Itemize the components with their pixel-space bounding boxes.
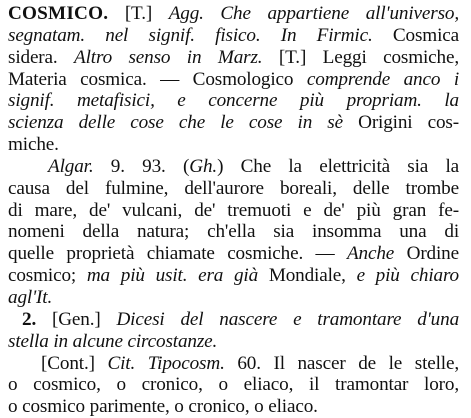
text-run: o cosmico parimente, o cronico, o eliaco. bbox=[8, 396, 318, 418]
text-line bbox=[8, 243, 459, 265]
text-run: [T.] Leggi cosmiche, bbox=[262, 46, 459, 68]
italic-text: scienza delle cose che le cose in sè bbox=[8, 112, 343, 134]
dictionary-entry-cosmico bbox=[8, 3, 459, 418]
text-line bbox=[8, 265, 459, 287]
text-run: [Gen.] bbox=[36, 308, 117, 330]
sense-number: 2. bbox=[22, 308, 37, 330]
italic-text: ma più usit. era già bbox=[86, 265, 259, 287]
text-line bbox=[8, 90, 459, 112]
text-run: Materia cosmica. — Cosmologico bbox=[8, 68, 307, 90]
text-line bbox=[8, 331, 459, 353]
text-line bbox=[8, 69, 459, 91]
text-run: cosmico; bbox=[8, 265, 87, 287]
text-line bbox=[8, 396, 459, 418]
text-run: di mare, de' vulcani, de' tremuoti e de' più gran fe- bbox=[8, 199, 459, 221]
text-line bbox=[8, 25, 459, 47]
italic-text: signif. metafisici, e concerne più propriam. la bbox=[8, 90, 459, 112]
text-run: ) Che la elettricità sia la bbox=[217, 155, 459, 177]
text-run: Mondiale, bbox=[258, 265, 357, 287]
text-line bbox=[8, 221, 459, 243]
text-line bbox=[8, 134, 459, 156]
italic-text: segnatam. nel signif. fisico. In Firmic. bbox=[8, 24, 373, 46]
text-run: quelle proprietà chiamate cosmiche. — bbox=[8, 243, 347, 265]
text-line bbox=[8, 200, 459, 222]
text-run: nomeni della natura; ch'ella sia insomma una di bbox=[8, 221, 459, 243]
text-run: 9. 93. ( bbox=[93, 155, 190, 177]
italic-text: Anche bbox=[346, 243, 395, 265]
italic-text: Agg. Che appartiene all'universo, bbox=[168, 3, 459, 24]
text-line bbox=[8, 287, 459, 309]
italic-text: Algar. bbox=[48, 155, 94, 177]
text-line bbox=[8, 3, 459, 25]
text-run: 60. Il nascer de le stelle, bbox=[224, 352, 459, 374]
italic-text: comprende anco i bbox=[306, 68, 459, 90]
text-line bbox=[8, 309, 459, 331]
headword: COSMICO. bbox=[8, 3, 109, 24]
text-run: causa del fulmine, dell'aurore boreali, delle trombe bbox=[8, 177, 459, 199]
text-line bbox=[8, 112, 459, 134]
italic-text: agl'It. bbox=[8, 286, 53, 308]
text-line bbox=[8, 47, 459, 69]
italic-text: Gh. bbox=[189, 155, 218, 177]
text-run: Cosmica bbox=[372, 24, 459, 46]
text-line bbox=[8, 374, 459, 396]
text-run: sidera. bbox=[8, 46, 75, 68]
italic-text: Cit. Tipocosm. bbox=[107, 352, 225, 374]
italic-text: e più chiaro bbox=[356, 265, 459, 287]
text-line bbox=[8, 156, 459, 178]
text-run: miche. bbox=[8, 134, 59, 156]
text-run: [T.] bbox=[108, 3, 169, 24]
text-run: o cosmico, o cronico, o eliaco, il tramontar loro, bbox=[8, 374, 459, 396]
text-run: [Cont.] bbox=[41, 352, 108, 374]
italic-text: Dicesi del nascere e tramontare d'una bbox=[116, 308, 459, 330]
text-run: Origini cos- bbox=[342, 112, 459, 134]
text-line bbox=[8, 353, 459, 375]
text-run: Ordine bbox=[394, 243, 459, 265]
italic-text: Altro senso in Marz. bbox=[74, 46, 263, 68]
text-line bbox=[8, 178, 459, 200]
italic-text: stella in alcune circostanze. bbox=[8, 330, 218, 352]
